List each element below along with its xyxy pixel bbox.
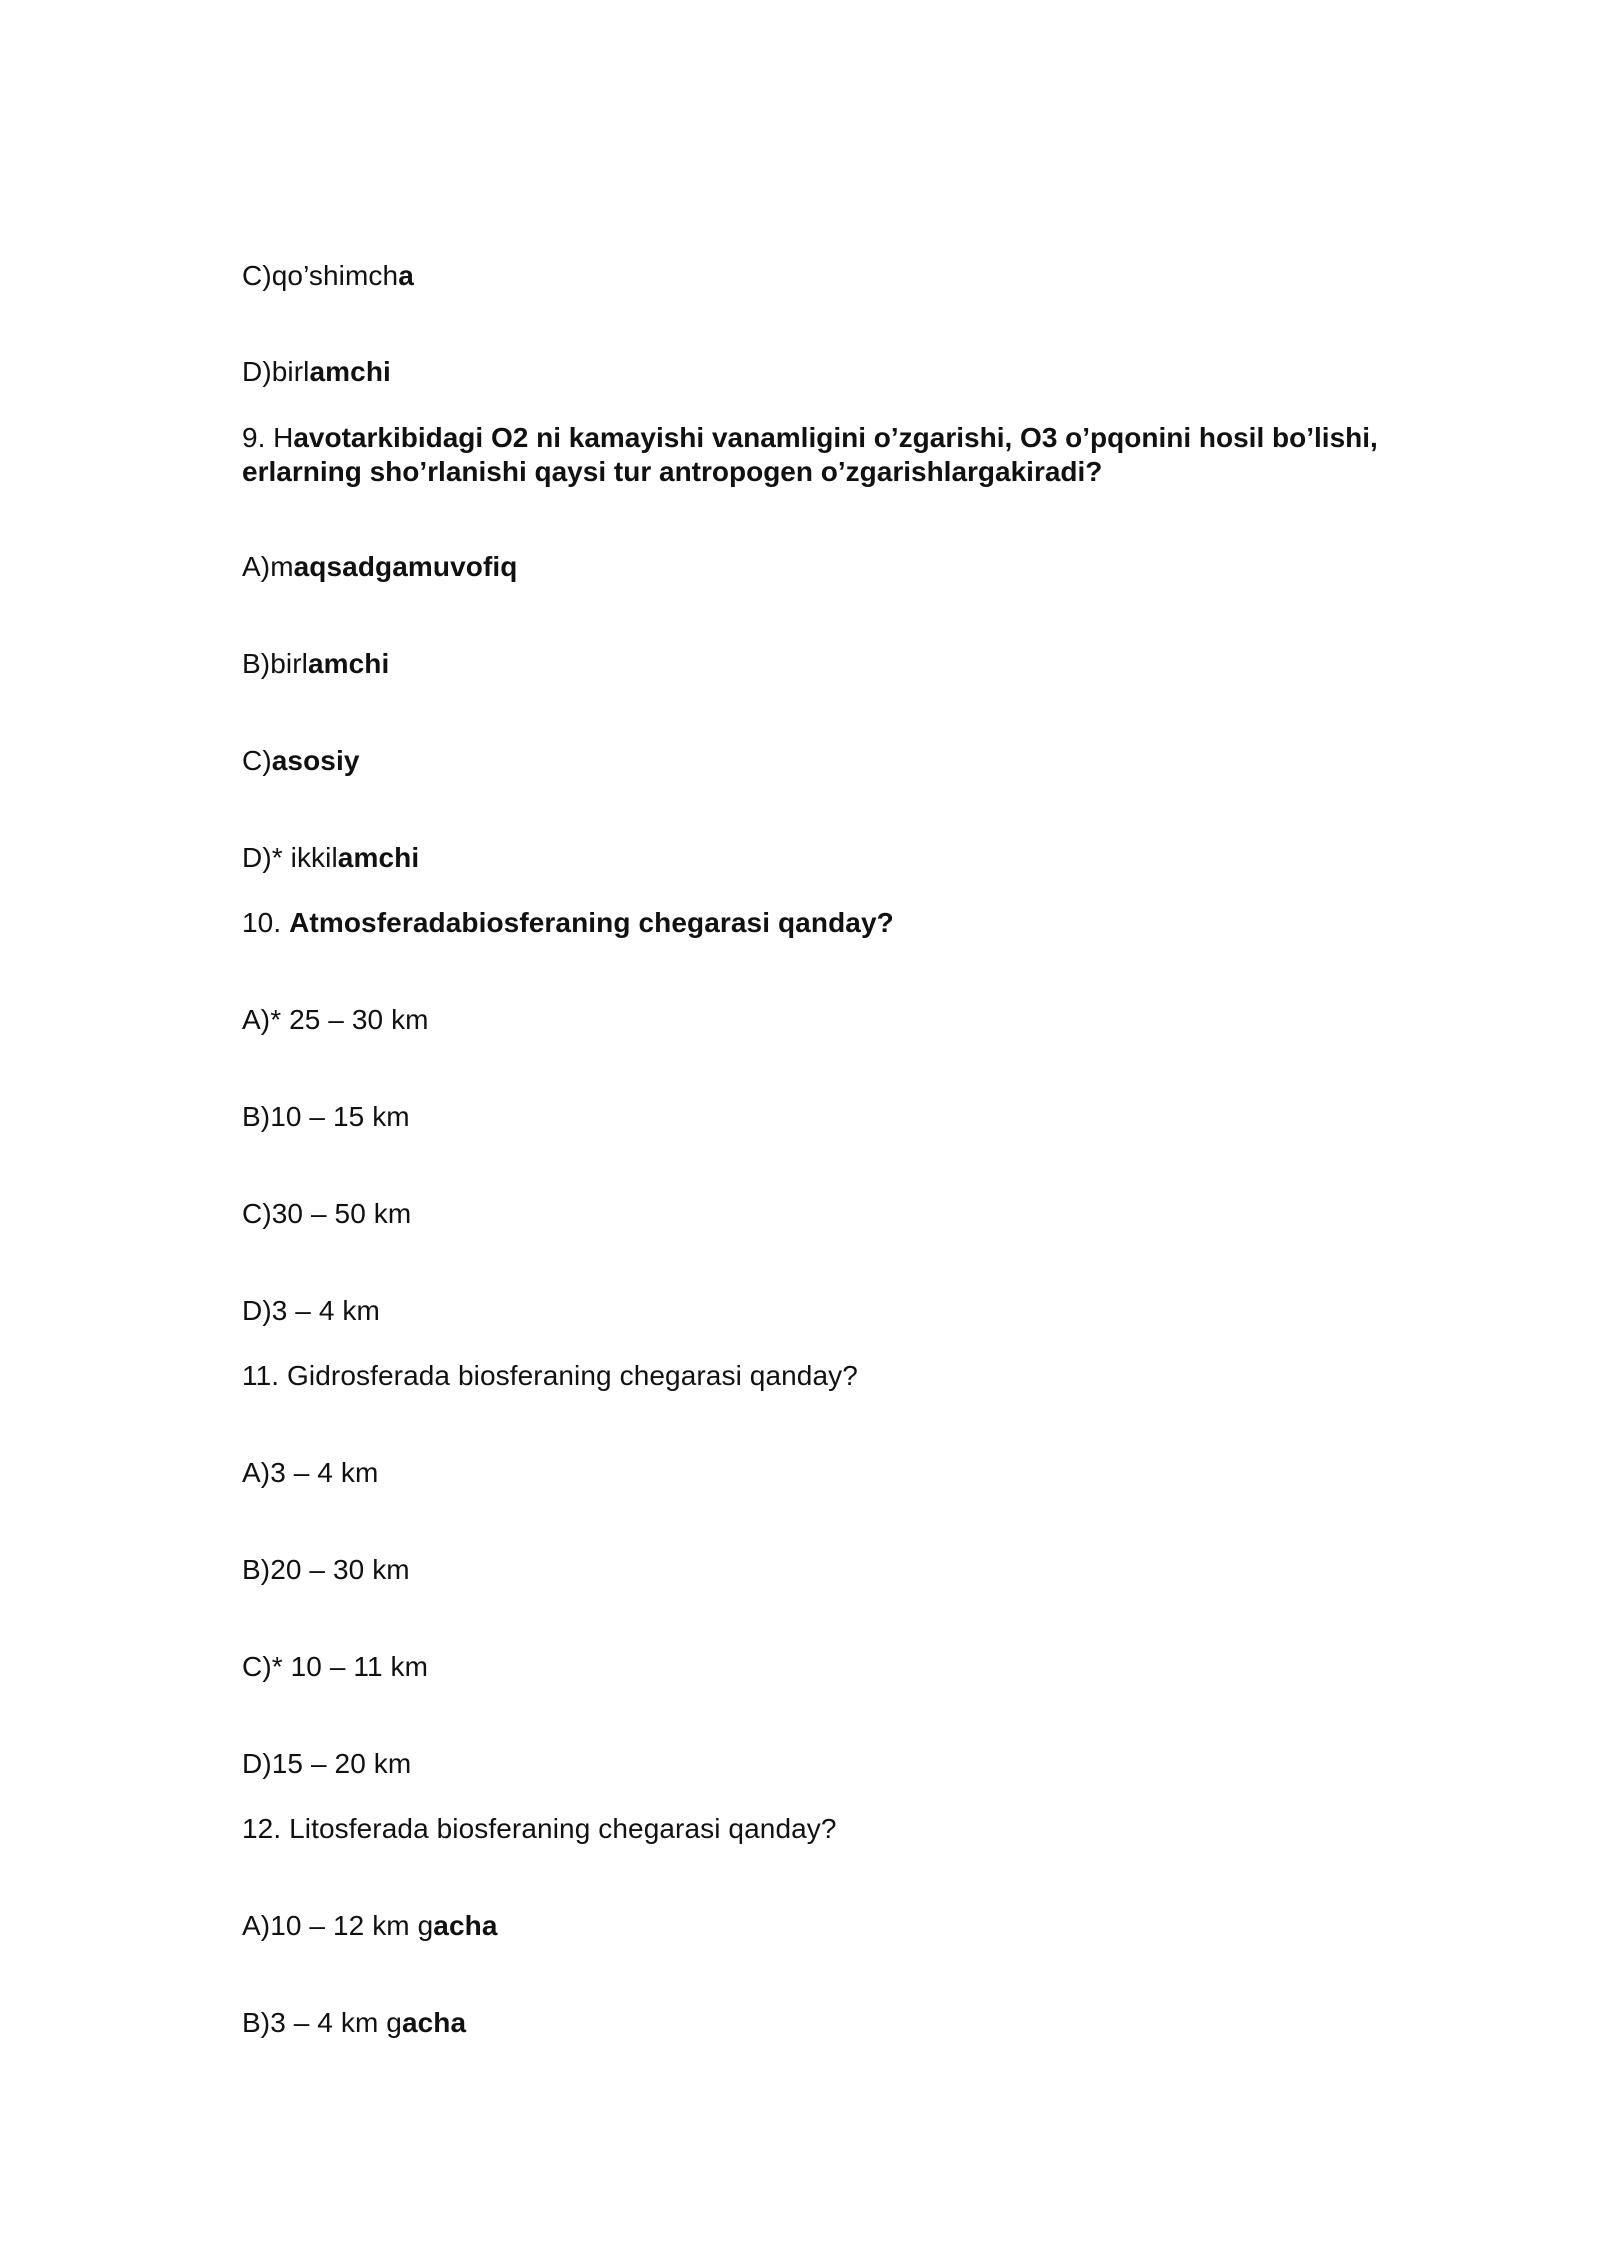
option-text: D)3 – 4 km <box>242 1295 380 1326</box>
option-q11-a <box>242 1456 378 1490</box>
option-text: C)* 10 – 11 km <box>242 1651 429 1682</box>
option-q10-d <box>242 1294 380 1328</box>
option-text-bold: aqsadgamuvofiq <box>293 551 518 582</box>
question-text-bold: avotarkibidagi O2 ni kamayishi vanamligini o’zgarishi, O3 o’pqonini hosil bo’lishi, <box>293 422 1378 453</box>
option-text: A)* 25 – 30 km <box>242 1004 429 1035</box>
question-number: 9. H <box>242 422 294 453</box>
option-q11-b <box>242 1553 410 1587</box>
option-text-bold: asosiy <box>271 745 360 776</box>
option-text: B)20 – 30 km <box>242 1554 410 1585</box>
option-text: A)10 – 12 km g <box>242 1910 434 1941</box>
option-q12-a <box>242 1909 498 1943</box>
option-text: D)birl <box>242 356 310 387</box>
option-q11-d <box>242 1747 411 1781</box>
question-9-line-1 <box>242 421 1378 455</box>
option-a-maqsadgamuvofiq <box>242 550 518 584</box>
question-number: 10. <box>242 907 290 938</box>
option-text: C)qo’shimch <box>242 260 399 291</box>
option-text-bold: acha <box>433 1910 498 1941</box>
question-text: 11. Gidrosferada biosferaning chegarasi qanday? <box>242 1360 858 1391</box>
option-text-bold: acha <box>401 2007 467 2038</box>
option-c-qoshimcha <box>242 259 414 293</box>
option-text: D)15 – 20 km <box>242 1748 412 1779</box>
option-c-asosiy <box>242 744 360 778</box>
option-q10-b <box>242 1100 410 1134</box>
option-text: B)3 – 4 km g <box>242 2007 402 2038</box>
question-10 <box>242 906 894 940</box>
option-text-bold: amchi <box>337 842 420 873</box>
question-9 <box>242 421 1378 489</box>
option-d-ikkilamchi <box>242 841 419 875</box>
option-q12-b <box>242 2006 466 2040</box>
option-b-birlamchi <box>242 647 389 681</box>
option-text-bold: a <box>398 260 414 291</box>
option-q10-c <box>242 1197 411 1231</box>
option-text-bold: amchi <box>307 648 390 679</box>
option-text: A)3 – 4 km <box>242 1457 379 1488</box>
question-text: 12. Litosferada biosferaning chegarasi qanday? <box>242 1813 837 1844</box>
option-text: D)* ikkil <box>242 842 338 873</box>
option-text: B)birl <box>242 648 308 679</box>
option-text-bold: amchi <box>309 356 391 387</box>
option-text: C)30 – 50 km <box>242 1198 412 1229</box>
question-12 <box>242 1812 837 1846</box>
option-text: A)m <box>242 551 294 582</box>
option-q10-a <box>242 1003 429 1037</box>
option-d-birlamchi <box>242 355 391 389</box>
question-11 <box>242 1359 858 1393</box>
option-text: C) <box>242 745 272 776</box>
question-9-line-2: erlarning sho’rlanishi qaysi tur antropogen o’zgarishlargakiradi? <box>242 456 1103 487</box>
option-text: B)10 – 15 km <box>242 1101 410 1132</box>
question-text-bold: Atmosferadabiosferaning chegarasi qanday? <box>289 907 894 938</box>
option-q11-c <box>242 1650 428 1684</box>
